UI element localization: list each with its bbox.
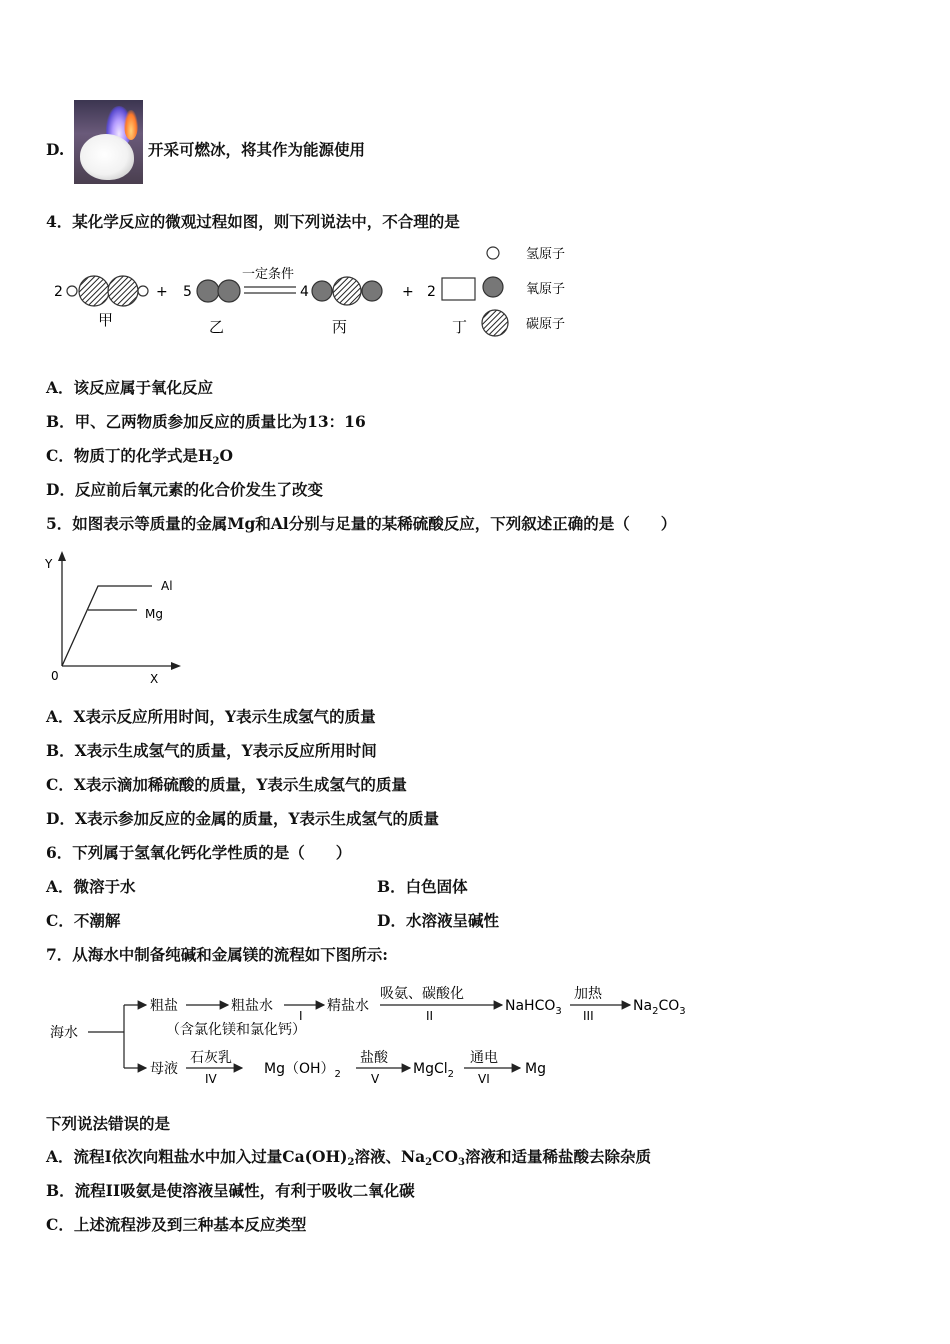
combustible-ice-photo	[74, 100, 143, 184]
al-label: Al	[161, 579, 173, 593]
q5-graph	[40, 548, 200, 690]
crude-brine: 粗盐水	[231, 998, 273, 1014]
step-1: I	[299, 1009, 303, 1023]
c-atom	[108, 276, 138, 306]
q3-option-d-label: D.	[46, 140, 65, 159]
q5-option-b: B．X表示生成氢气的质量，Y表示反应所用时间	[46, 741, 377, 760]
mg-label: Mg	[145, 607, 163, 621]
origin-label: 0	[51, 669, 59, 683]
step-4-condition: 石灰乳	[190, 1050, 232, 1066]
o-atom	[312, 281, 332, 301]
step-6-condition: 通电	[470, 1050, 498, 1066]
condition: 一定条件	[242, 267, 295, 282]
q7-option-c: C．上述流程涉及到三种基本反应类型	[46, 1215, 307, 1234]
step-2: II	[426, 1009, 434, 1023]
q6-stem: 6．下列属于氢氧化钙化学性质的是（ ）	[46, 843, 352, 862]
legend-h-atom	[487, 247, 499, 259]
mother-liquor: 母液	[150, 1061, 178, 1077]
o-atom	[197, 280, 219, 302]
q4-option-c: C．物质丁的化学式是$H_2O$	[46, 446, 233, 467]
legend-c-atom	[482, 310, 508, 336]
q4-option-a: A．该反应属于氧化反应	[46, 378, 214, 397]
plus-2: +	[402, 284, 414, 300]
legend-c-label: 碳原子	[526, 317, 566, 332]
al-curve	[62, 586, 152, 666]
refined-brine: 精盐水	[327, 998, 369, 1014]
name-bing: 丙	[332, 318, 348, 336]
q4-option-d: D．反应前后氧元素的化合价发生了改变	[46, 480, 323, 499]
q6-option-d: D．水溶液呈碱性	[377, 911, 499, 930]
q6-option-b: B．白色固体	[377, 877, 468, 896]
legend-o-label: 氧原子	[526, 282, 566, 297]
step-6: VI	[478, 1072, 490, 1086]
nahco3: NaHCO$_3$	[505, 998, 562, 1017]
c-atom	[79, 276, 109, 306]
q7-option-b: B．流程II吸氨是使溶液呈碱性，有利于吸收二氧化碳	[46, 1181, 415, 1200]
q3-option-d-text: 开采可燃冰，将其作为能源使用	[148, 140, 366, 159]
coef-jia: 2	[54, 284, 63, 300]
o-atom	[362, 281, 382, 301]
step-4: IV	[205, 1072, 217, 1086]
q7-flow-diagram	[40, 980, 710, 1092]
legend-h-label: 氢原子	[526, 247, 566, 262]
q5-option-a: A．X表示反应所用时间，Y表示生成氢气的质量	[46, 707, 376, 726]
q4-stem: 4．某化学反应的微观过程如图，则下列说法中，不合理的是	[46, 212, 460, 231]
step-3-condition: 加热	[574, 986, 602, 1002]
h-atom	[67, 286, 77, 296]
name-jia: 甲	[98, 311, 114, 329]
q6-option-c: C．不潮解	[46, 911, 121, 930]
seawater: 海水	[50, 1025, 78, 1041]
q5-option-c: C．X表示滴加稀硫酸的质量，Y表示生成氢气的质量	[46, 775, 407, 794]
q5-stem: 5．如图表示等质量的金属Mg和Al分别与足量的某稀硫酸反应，下列叙述正确的是（ ）	[46, 514, 677, 533]
q7-stem: 7．从海水中制备纯碱和金属镁的流程如下图所示:	[46, 945, 389, 964]
step-3: III	[583, 1009, 594, 1023]
h-atom	[138, 286, 148, 296]
y-axis-label: Y	[45, 557, 53, 571]
step-2-condition: 吸氨、碳酸化	[380, 986, 464, 1002]
crude-salt: 粗盐	[150, 998, 178, 1014]
coef-bing: 4	[300, 284, 309, 300]
coef-yi: 5	[183, 284, 192, 300]
o-atom	[218, 280, 240, 302]
mgcl2: MgCl$_2$	[413, 1061, 455, 1080]
q6-option-a: A．微溶于水	[46, 877, 136, 896]
x-axis-label: X	[150, 672, 159, 686]
step-5: V	[371, 1072, 380, 1086]
mg-product: Mg	[525, 1061, 546, 1077]
q4-option-b: B．甲、乙两物质参加反应的质量比为13：16	[46, 412, 366, 431]
mgoh2: $Mg(OH)_2$	[264, 1061, 341, 1080]
impurity-note: （含氯化镁和氯化钙）	[166, 1022, 306, 1038]
legend-o-atom	[483, 277, 503, 297]
coef-ding: 2	[427, 284, 436, 300]
q4-reaction-diagram	[40, 240, 600, 345]
name-yi: 乙	[209, 318, 225, 336]
c-atom	[333, 277, 361, 305]
q5-option-d: D．X表示参加反应的金属的质量，Y表示生成氢气的质量	[46, 809, 440, 828]
q7-lead: 下列说法错误的是	[46, 1114, 171, 1133]
q7-option-a: A．流程I依次向粗盐水中加入过量$Ca(OH)_2$溶液、$Na_2CO_3$溶液和适量稀盐酸去除杂质	[46, 1147, 651, 1168]
name-ding: 丁	[452, 318, 468, 336]
ding-box	[442, 278, 475, 300]
step-5-condition: 盐酸	[360, 1050, 388, 1066]
na2co3: $Na_2CO_3$	[633, 998, 686, 1017]
plus-1: +	[156, 284, 168, 300]
